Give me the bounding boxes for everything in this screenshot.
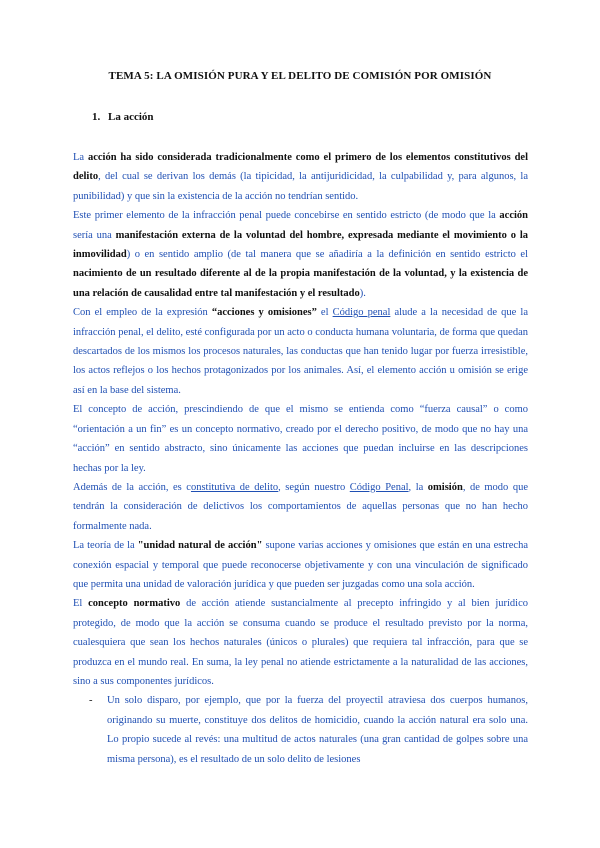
codigo-penal-link[interactable]: Código Penal	[349, 481, 409, 493]
text-run: La	[73, 152, 88, 163]
text-run: El concepto de acción, prescindiendo de que el mismo se entienda como “fuerza causal” o como “orientación a un fin” es un concepto normativo, creado por el derecho positivo, de modo que no hay una “acción” en sentido abstracto, sino únicamente las acciones que puedan incluirse en las descripciones hechas por la ley.	[73, 404, 528, 474]
bold-run: omisión	[427, 481, 463, 493]
text-run: supone varias acciones y omisiones que están en una estrecha conexión espacial y temporal que puede reconocerse objetivamente y con una vinculación de significado que permita una unidad de valoración jurídica y que pueden ser juzgadas como una sola acción.	[73, 540, 528, 590]
document-body	[73, 148, 528, 769]
paragraph-3	[73, 303, 528, 400]
bullet-text: Un solo disparo, por ejemplo, que por la fuerza del proyectil atraviesa dos cuerpos humanos, originando su muerte, constituye dos delitos de homicidio, cuando la acción natural era solo una. Lo propio sucede al revés: una multitud de actos naturales (una gran cantidad de golpes sobre una misma persona), es el resultado de un solo delito de lesiones	[107, 695, 528, 765]
text-run: , la	[408, 481, 428, 493]
text-run: de acción atiende sustancialmente al precepto infringido y al bien jurídico protegido, de modo que la acción se consuma cuando se produce el resultado previsto por la norma, cualesquiera que sean los hechos naturales (únicos o plurales) que requiera tal infracción, para que se produzca en el mundo real. En suma, la ley penal no atiende estrictamente a la naturalidad de las acciones, sino a sus componentes jurídicos.	[73, 598, 528, 687]
bold-run: "unidad natural de acción"	[137, 540, 263, 552]
text-run: Este primer elemento de la infracción penal puede concebirse en sentido estricto (de modo que la	[73, 210, 500, 222]
bullet-dash: -	[89, 695, 93, 707]
bold-run: acción	[499, 210, 528, 222]
text-run: ) o en sentido amplio (de tal manera que se añadiría a la definición en sentido estricto el	[126, 249, 528, 261]
text-run: Además de la acción, es c	[73, 481, 191, 493]
text-run: sería una	[73, 229, 116, 241]
section-number: 1.	[92, 111, 101, 123]
text-run: el	[316, 307, 333, 319]
text-run: El	[73, 598, 89, 610]
bold-run: nacimiento de un resultado diferente al de la propia manifestación de la voluntad, y la existencia de una relación de causalidad entre tal manifestación y el resultado	[73, 268, 528, 299]
text-run: Con el empleo de la expresión	[73, 307, 212, 319]
paragraph-5	[73, 478, 528, 536]
paragraph-7	[73, 594, 528, 691]
paragraph-4	[73, 400, 528, 478]
section-heading	[92, 111, 154, 123]
bold-run: “acciones y omisiones”	[211, 307, 317, 319]
bold-run: manifestación externa de la voluntad del hombre, expresada mediante el movimiento o la inmovilidad	[73, 229, 528, 261]
constitutiva-de-delito-link[interactable]: onstitutiva de delito	[190, 481, 279, 493]
text-run: , según nuestro	[278, 481, 350, 493]
bullet-item	[73, 691, 528, 769]
bold-run: acción ha sido considerada tradicionalmente como el primero de los elementos constitutivos del delito	[73, 152, 528, 183]
page-title: TEMA 5: LA OMISIÓN PURA Y EL DELITO DE COMISIÓN POR OMISIÓN	[108, 70, 492, 82]
paragraph-2	[73, 206, 528, 303]
section-title: La acción	[108, 111, 154, 123]
text-run: alude a la necesidad de que la infracción penal, el delito, esté configurada por un acto o conducta humana voluntaria, de forma que quedan descartados de los mismos los procesos naturales, las conductas que han tenido lugar por fuerza irresistible, los actos reflejos o los hechos protagonizados por los animales. Así, el elemento acción u omisión se erige así en la base del sistema.	[73, 307, 528, 396]
text-run: , del cual se derivan los demás (la tipicidad, la antijuridicidad, la culpabilidad y, para algunos, la punibilidad) y que sin la existencia de la acción no tendrían sentido.	[73, 171, 528, 202]
codigo-penal-link[interactable]: Código penal	[332, 307, 391, 319]
text-run: , de modo que tendrán la consideración de delictivos los comportamientos de aquellas personas que no han hecho formalmente nada.	[73, 481, 528, 532]
paragraph-6	[73, 536, 528, 594]
text-run: ).	[359, 287, 366, 299]
bold-run: concepto normativo	[88, 598, 181, 610]
paragraph-1	[73, 148, 528, 206]
text-run: La teoría de la	[73, 540, 138, 552]
